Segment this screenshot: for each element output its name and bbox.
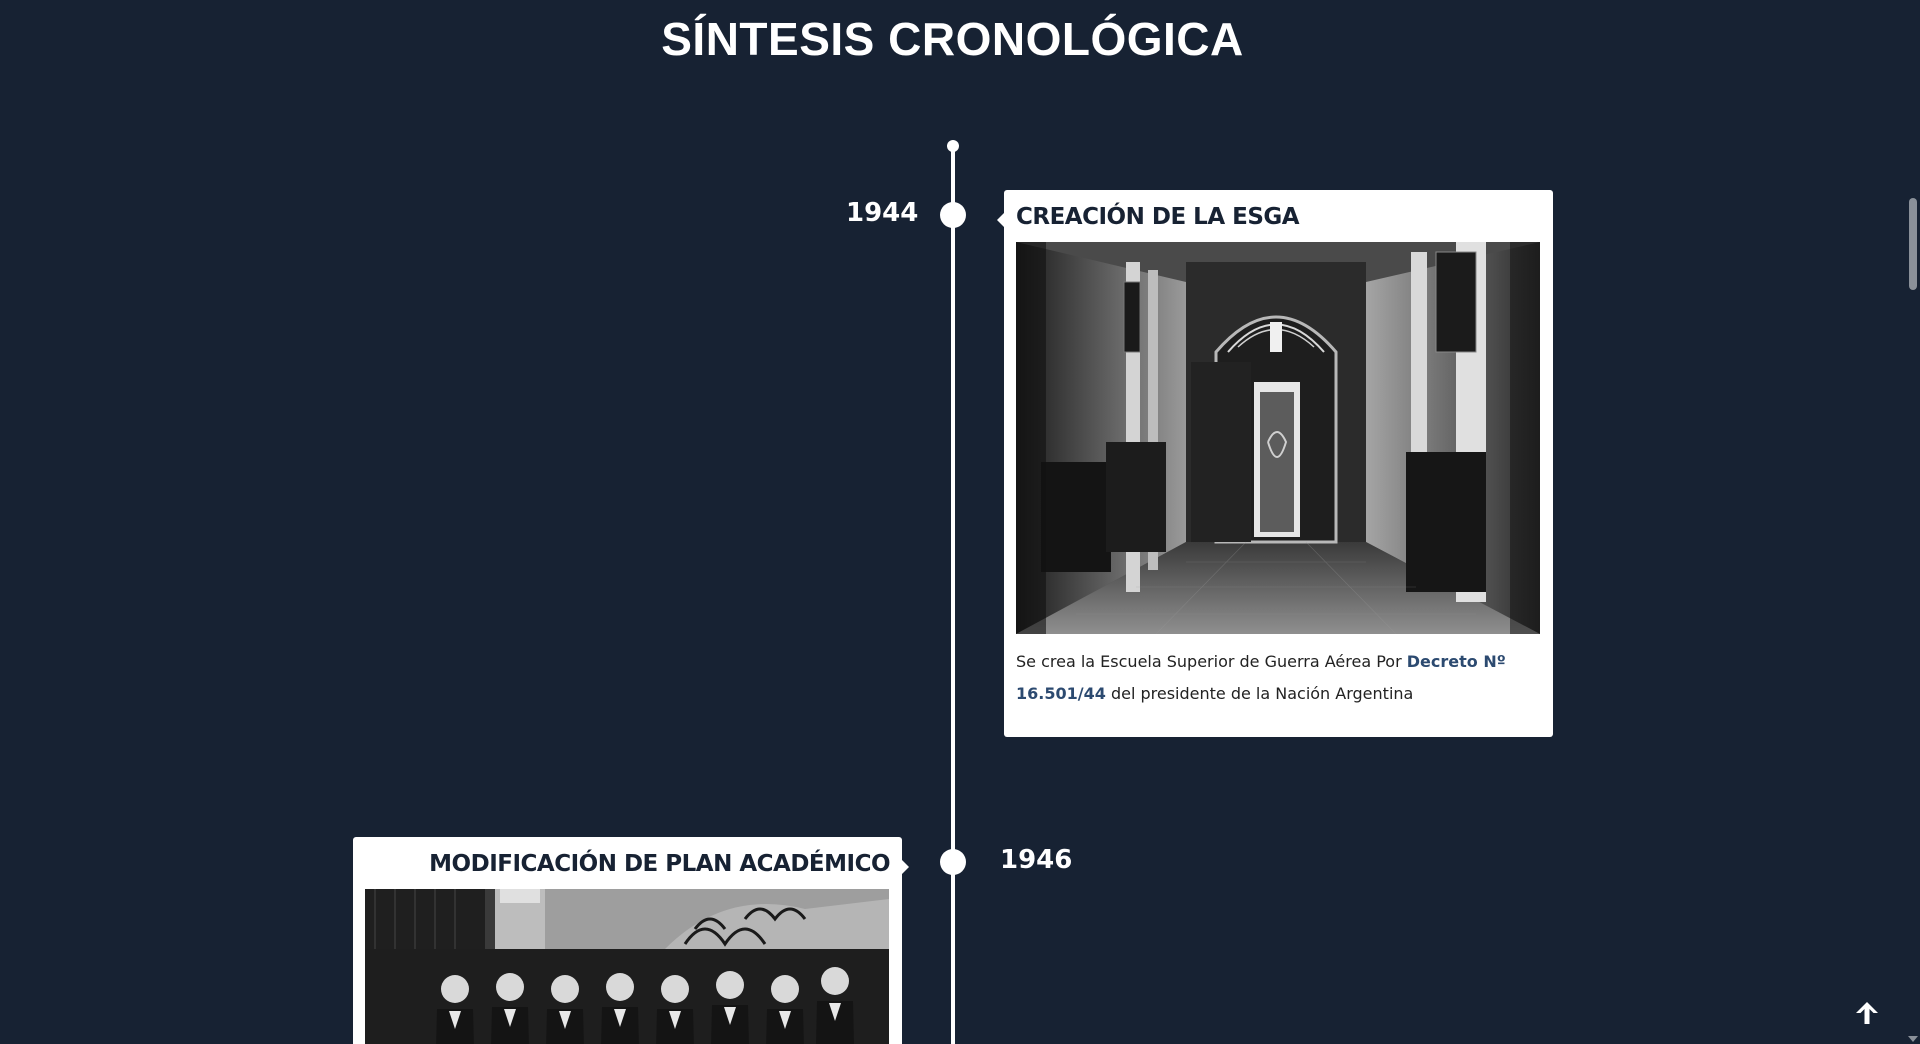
card-pointer [997, 212, 1005, 228]
card-description [1016, 646, 1541, 710]
card-title: MODIFICACIÓN DE PLAN ACADÉMICO [429, 851, 890, 877]
vertical-scrollbar[interactable] [1905, 0, 1920, 1044]
card-title: CREACIÓN DE LA ESGA [1016, 204, 1300, 230]
arrow-up-icon [1854, 1000, 1880, 1026]
card-text-end: del presidente de la Nación Argentina [1105, 684, 1414, 703]
group-photo [365, 889, 889, 1044]
timeline-year: 1946 [1000, 845, 1073, 875]
timeline-year: 1944 [846, 198, 919, 228]
scrollbar-thumb[interactable] [1909, 198, 1917, 290]
timeline-line [951, 146, 955, 1044]
timeline-card [353, 837, 902, 1044]
page-title: SÍNTESIS CRONOLÓGICA [661, 13, 1244, 65]
card-pointer [901, 859, 909, 875]
timeline-node [940, 202, 966, 228]
card-photo [365, 889, 889, 1044]
timeline-card [1004, 190, 1553, 737]
scroll-down-arrow-icon[interactable] [1908, 1036, 1918, 1042]
timeline-node [940, 849, 966, 875]
hallway-photo [1016, 242, 1540, 634]
back-to-top-button[interactable] [1850, 996, 1884, 1030]
card-photo [1016, 242, 1540, 634]
decree-link[interactable]: Decreto Nº 16.501/44 [1016, 652, 1506, 703]
card-text-start: Se crea la Escuela Superior de Guerra Aérea Por [1016, 652, 1407, 671]
